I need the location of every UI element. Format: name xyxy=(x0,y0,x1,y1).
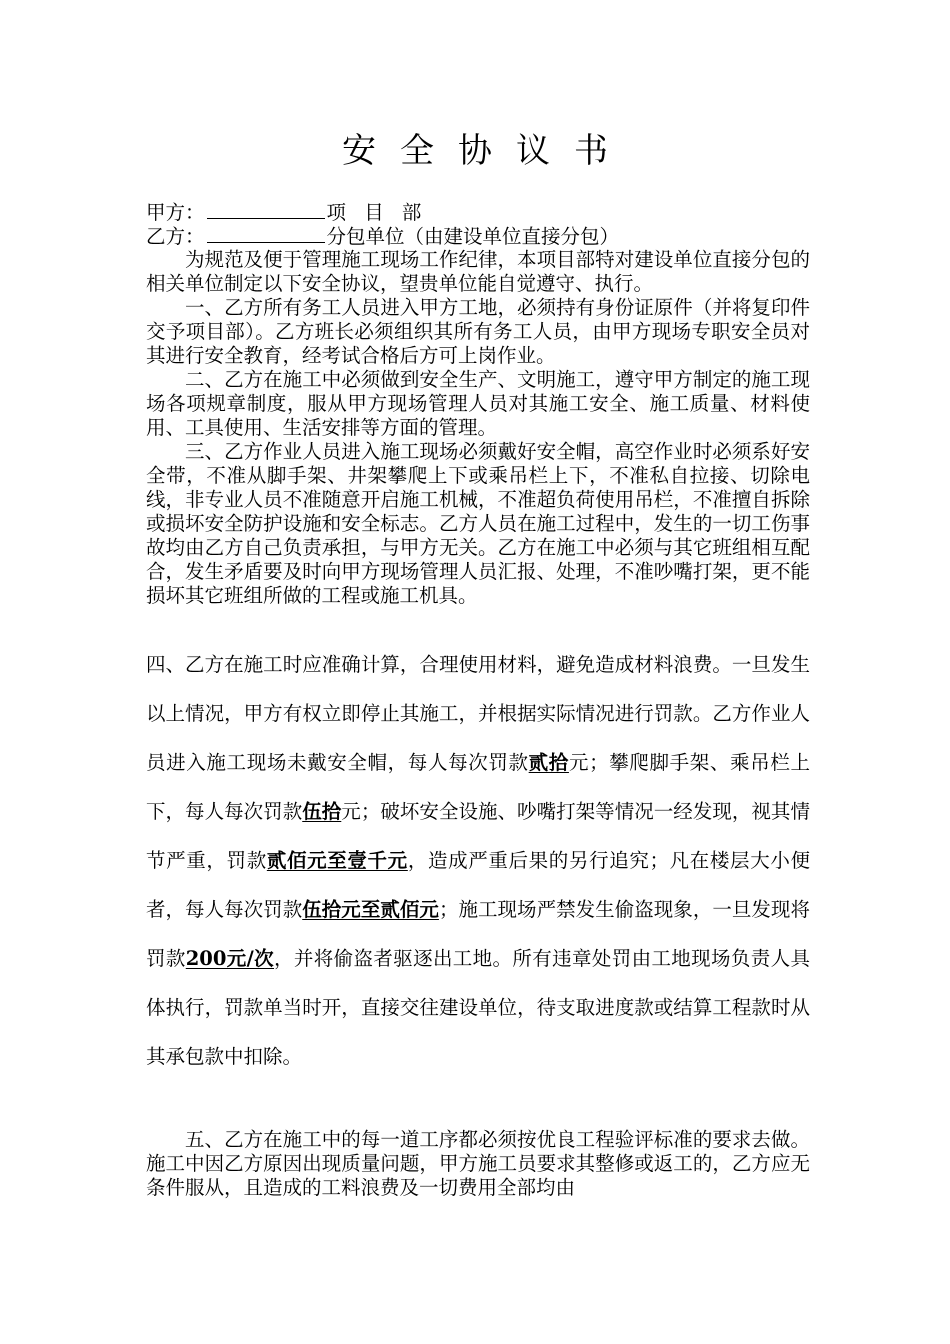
fine-amount-damage: 贰佰元至壹千元 xyxy=(266,849,408,872)
clause-4-paragraph xyxy=(146,640,810,1081)
clauses-section-3 xyxy=(146,1128,810,1200)
fine-amount-theft: 200元/次 xyxy=(185,947,275,970)
party-b-blank xyxy=(207,224,325,243)
party-b-label: 乙方： xyxy=(146,225,205,248)
parties xyxy=(146,200,810,248)
party-b-line xyxy=(146,224,810,248)
fine-amount-helmet: 贰拾 xyxy=(528,751,569,774)
intro-paragraph: 为规范及便于管理施工现场工作纪律，本项目部特对建设单位直接分包的相关单位制定以下安全协议，望贵单位能自觉遵守、执行。 xyxy=(146,248,810,295)
party-b-suffix: 分包单位（由建设单位直接分包） xyxy=(326,225,620,248)
fine-amount-climbing: 伍拾 xyxy=(302,800,342,823)
clause-4-text-1: 四、乙方在施工时应准确计算，合理使用材料，避免造成材料浪费。一旦发生以上情况，甲方有权立即停止其施工，并根据实际情况进行罚款。乙方作业人员进入施工现场未戴安全帽，每人每次罚款 xyxy=(146,653,810,774)
party-a-suffix: 项 目 部 xyxy=(326,201,428,224)
clause-4-text-3: 元；破坏安全设施、吵嘴打架等情况一经发现，视其情节严重，罚款 xyxy=(146,800,810,872)
clause-4 xyxy=(146,640,810,1081)
document-title: 安全协议书 xyxy=(342,131,632,171)
clauses-section-1 xyxy=(146,248,810,608)
party-a-line xyxy=(146,200,810,224)
clause-3: 三、乙方作业人员进入施工现场必须戴好安全帽，高空作业时必须系好安全带，不准从脚手架、井架攀爬上下或乘吊栏上下，不准私自拉接、切除电线，非专业人员不准随意开启施工机械，不准超负荷使用吊栏，不准擅自拆除或损坏安全防护设施和安全标志。乙方人员在施工过程中，发生的一切工伤事故均由乙方自己负责承担，与甲方无关。乙方在施工中必须与其它班组相互配合，发生矛盾要及时向甲方现场管理人员汇报、处理，不准吵嘴打架，更不能损坏其它班组所做的工程或施工机具。 xyxy=(146,440,810,607)
clause-4-text-2: 元；攀爬脚手架、乘吊栏上下，每人每次罚款 xyxy=(146,751,810,823)
clause-4-text-4: ，造成严重后果的另行追究；凡在楼层大小便者，每人每次罚款 xyxy=(146,849,810,921)
fine-amount-sanitation: 伍拾元至贰佰元 xyxy=(302,898,439,921)
clause-4-text-5: ；施工现场严禁发生偷盗现象，一旦发现将罚款 xyxy=(146,898,810,970)
clause-2: 二、乙方在施工中必须做到安全生产、文明施工，遵守甲方制定的施工现场各项规章制度，服从甲方现场管理人员对其施工安全、施工质量、材料使用、工具使用、生活安排等方面的管理。 xyxy=(146,368,810,439)
clause-5: 五、乙方在施工中的每一道工序都必须按优良工程验评标准的要求去做。施工中因乙方原因出现质量问题，甲方施工员要求其整修或返工的，乙方应无条件服从，且造成的工料浪费及一切费用全部均由 xyxy=(146,1128,810,1199)
party-a-blank xyxy=(207,200,325,219)
clause-4-text-6: ，并将偷盗者驱逐出工地。所有违章处罚由工地现场负责人具体执行，罚款单当时开，直接交往建设单位，待支取进度款或结算工程款时从其承包款中扣除。 xyxy=(146,947,810,1068)
clause-1: 一、乙方所有务工人员进入甲方工地，必须持有身份证原件（并将复印件交予项目部）。乙方班长必须组织其所有务工人员，由甲方现场专职安全员对其进行安全教育，经考试合格后方可上岗作业。 xyxy=(146,296,810,367)
party-a-label: 甲方： xyxy=(146,201,205,224)
